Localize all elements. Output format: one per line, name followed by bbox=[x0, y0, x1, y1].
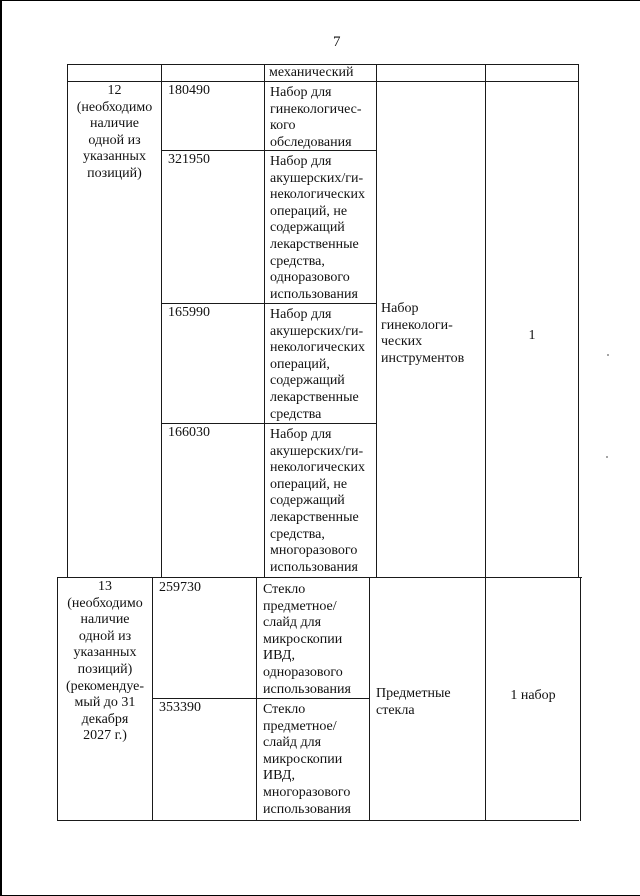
position-line: одной из bbox=[88, 132, 141, 148]
name-line: акушерских/ги- bbox=[270, 170, 364, 186]
name-line: использования bbox=[270, 559, 358, 575]
name-line: использования bbox=[263, 801, 351, 817]
table-line bbox=[57, 577, 582, 578]
table-line bbox=[152, 577, 153, 821]
scan-speck bbox=[606, 456, 608, 458]
name-line: использования bbox=[263, 681, 351, 697]
name-line: лекарственные bbox=[270, 509, 359, 525]
table-line bbox=[369, 577, 370, 821]
group-line: Набор bbox=[381, 301, 419, 316]
table-line bbox=[57, 820, 579, 821]
name-line: слайд для bbox=[263, 735, 322, 751]
name-line: содержащий bbox=[270, 493, 345, 509]
name-line: многоразового bbox=[263, 784, 351, 800]
name-line: ИВД, bbox=[263, 648, 295, 664]
name-line: микроскопии bbox=[263, 751, 343, 767]
name-line: Набор для bbox=[270, 154, 332, 169]
group-line: стекла bbox=[376, 702, 415, 718]
position-cell bbox=[58, 579, 152, 745]
name-line: лекарственные bbox=[270, 389, 359, 405]
position-line: 13 bbox=[98, 579, 112, 594]
name-line: одноразового bbox=[270, 270, 350, 286]
name-line: операций, не bbox=[270, 476, 348, 492]
name-line: акушерских/ги- bbox=[270, 443, 364, 459]
name-line: Стекло bbox=[263, 702, 306, 717]
position-line: декабря bbox=[81, 711, 129, 727]
group-name bbox=[376, 686, 451, 719]
name-line: некологических bbox=[270, 460, 365, 476]
quantity: 1 набор bbox=[510, 688, 556, 703]
position-line: позиций) bbox=[77, 661, 133, 677]
item-code: 166030 bbox=[168, 425, 210, 440]
name-line: некологических bbox=[270, 187, 365, 203]
name-line: предметное/ bbox=[263, 598, 337, 614]
name-line: использования bbox=[270, 286, 358, 302]
name-line: средства, bbox=[270, 526, 325, 542]
page-number: 7 bbox=[333, 34, 341, 50]
item-code: 321950 bbox=[168, 152, 210, 167]
name-line: содержащий bbox=[270, 373, 345, 389]
position-line: 2027 г.) bbox=[83, 728, 127, 744]
position-line: мый до 31 bbox=[74, 695, 136, 711]
item-name bbox=[263, 582, 351, 698]
position-line: (необходимо bbox=[67, 595, 143, 611]
item-name bbox=[263, 702, 351, 818]
name-line: Набор для bbox=[270, 85, 332, 100]
position-line: (необходимо bbox=[76, 99, 153, 115]
table-line bbox=[256, 577, 257, 821]
name-line: Набор для bbox=[270, 307, 332, 322]
top-fragment: механический bbox=[269, 65, 354, 80]
name-line: содержащий bbox=[270, 220, 345, 236]
table-line bbox=[578, 64, 579, 578]
name-line: кого bbox=[270, 118, 296, 134]
group-line: ческих bbox=[381, 334, 423, 350]
position-line: одной из bbox=[78, 628, 132, 644]
position-line: позиций) bbox=[87, 165, 142, 181]
item-code: 180490 bbox=[168, 83, 210, 98]
scan-speck bbox=[607, 354, 609, 356]
name-line: ИВД, bbox=[263, 768, 295, 784]
position-cell bbox=[68, 83, 161, 183]
name-line: Набор для bbox=[270, 427, 332, 442]
group-line: Предметные bbox=[376, 686, 451, 701]
position-line: указанных bbox=[83, 149, 146, 165]
item-name bbox=[270, 85, 362, 151]
item-code: 259730 bbox=[159, 580, 201, 595]
group-line: гинекологи- bbox=[381, 317, 453, 333]
name-line: многоразового bbox=[270, 543, 358, 559]
name-line: Стекло bbox=[263, 582, 306, 597]
name-line: операций, bbox=[270, 356, 330, 372]
table-line bbox=[161, 64, 162, 578]
group-line: инструментов bbox=[381, 350, 465, 366]
quantity: 1 bbox=[528, 328, 536, 343]
item-name bbox=[270, 307, 365, 423]
table-line bbox=[580, 577, 581, 821]
name-line: лекарственные bbox=[270, 236, 359, 252]
name-line: операций, не bbox=[270, 203, 348, 219]
position-line: наличие bbox=[80, 612, 130, 628]
table-line bbox=[485, 64, 486, 578]
name-line: предметное/ bbox=[263, 718, 337, 734]
name-line: средства bbox=[270, 406, 322, 422]
item-name bbox=[270, 427, 365, 576]
name-line: слайд для bbox=[263, 615, 322, 631]
position-line: (рекомендуе- bbox=[65, 678, 145, 694]
name-line: гинекологичес- bbox=[270, 101, 362, 117]
name-line: обследования bbox=[270, 134, 352, 150]
name-line: средства, bbox=[270, 253, 325, 269]
name-line: некологических bbox=[270, 340, 365, 356]
position-line: 12 bbox=[107, 83, 122, 98]
item-code: 165990 bbox=[168, 305, 210, 320]
table-line bbox=[264, 64, 265, 578]
table-line bbox=[376, 64, 377, 578]
position-line: указанных bbox=[73, 645, 137, 661]
name-line: одноразового bbox=[263, 664, 343, 680]
group-name bbox=[381, 301, 464, 367]
item-code: 353390 bbox=[159, 700, 201, 715]
position-line: наличие bbox=[89, 116, 140, 132]
item-name bbox=[270, 154, 365, 303]
name-line: акушерских/ги- bbox=[270, 323, 364, 339]
name-line: микроскопии bbox=[263, 631, 343, 647]
